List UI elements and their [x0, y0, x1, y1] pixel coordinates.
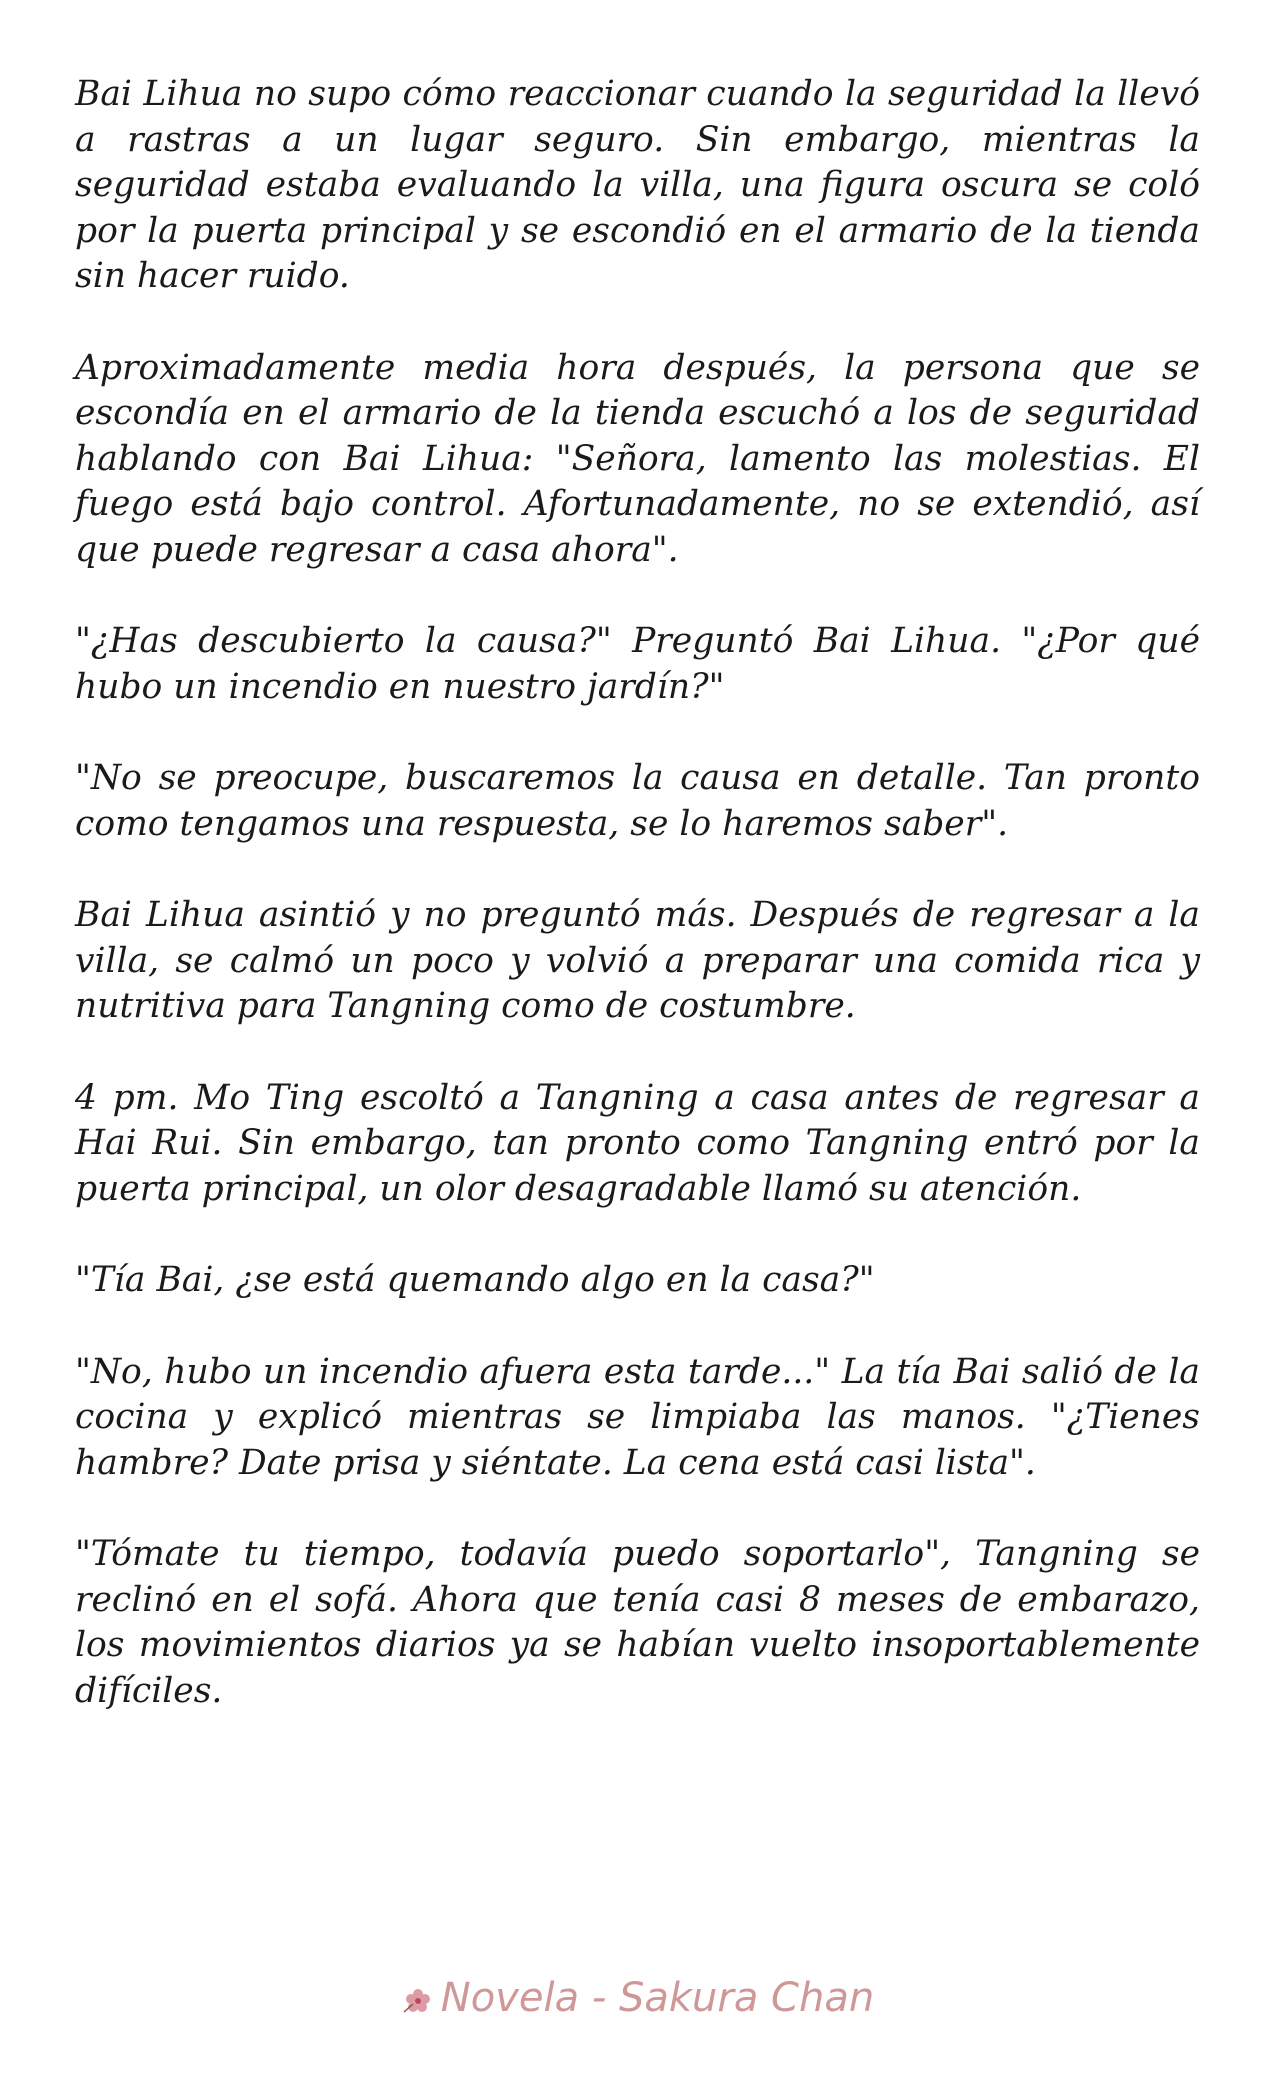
paragraph: Bai Lihua asintió y no preguntó más. Después de regresar a la villa, se calmó un poco y volvió a preparar una comida rica y nutritiva para Tangning como de costumbre.: [75, 895, 1200, 1026]
paragraph: "No se preocupe, buscaremos la causa en detalle. Tan pronto como tengamos una respuesta, se lo haremos saber".: [75, 758, 1200, 844]
watermark-text: Novela - Sakura Chan: [440, 1975, 875, 2021]
paragraph: "Tía Bai, ¿se está quemando algo en la casa?": [75, 1260, 875, 1300]
watermark-footer: [0, 1975, 1275, 2021]
paragraph: Aproximadamente media hora después, la persona que se escondía en el armario de la tienda escuchó a los de seguridad hablando con Bai Lihua: "Señora, lamento las molestias. El fuego está bajo control. Afortunadamente, no se extendió, así que puede regresar a casa ahora".: [75, 347, 1200, 570]
paragraph: Bai Lihua no supo cómo reaccionar cuando la seguridad la llevó a rastras a un lugar seguro. Sin embargo, mientras la seguridad estaba evaluando la villa, una figura oscura se coló por la puerta principal y se escondió en el armario de la tienda sin hacer ruido.: [75, 74, 1200, 296]
paragraph: "Tómate tu tiempo, todavía puedo soportarlo", Tangning se reclinó en el sofá. Ahora que tenía casi 8 meses de embarazo, los movimientos diarios ya se habían vuelto insoportablemente difíciles.: [75, 1534, 1200, 1711]
chapter-text: [75, 72, 1200, 1760]
sakura-flower-icon: [401, 1979, 435, 2009]
paragraph: "No, hubo un incendio afuera esta tarde..." La tía Bai salió de la cocina y explicó mientras se limpiaba las manos. "¿Tienes hambre? Date prisa y siéntate. La cena está casi lista".: [75, 1351, 1200, 1483]
paragraph: 4 pm. Mo Ting escoltó a Tangning a casa antes de regresar a Hai Rui. Sin embargo, tan pronto como Tangning entró por la puerta principal, un olor desagradable llamó su atención.: [75, 1077, 1200, 1209]
paragraph: "¿Has descubierto la causa?" Preguntó Bai Lihua. "¿Por qué hubo un incendio en nuestro jardín?": [75, 621, 1200, 707]
